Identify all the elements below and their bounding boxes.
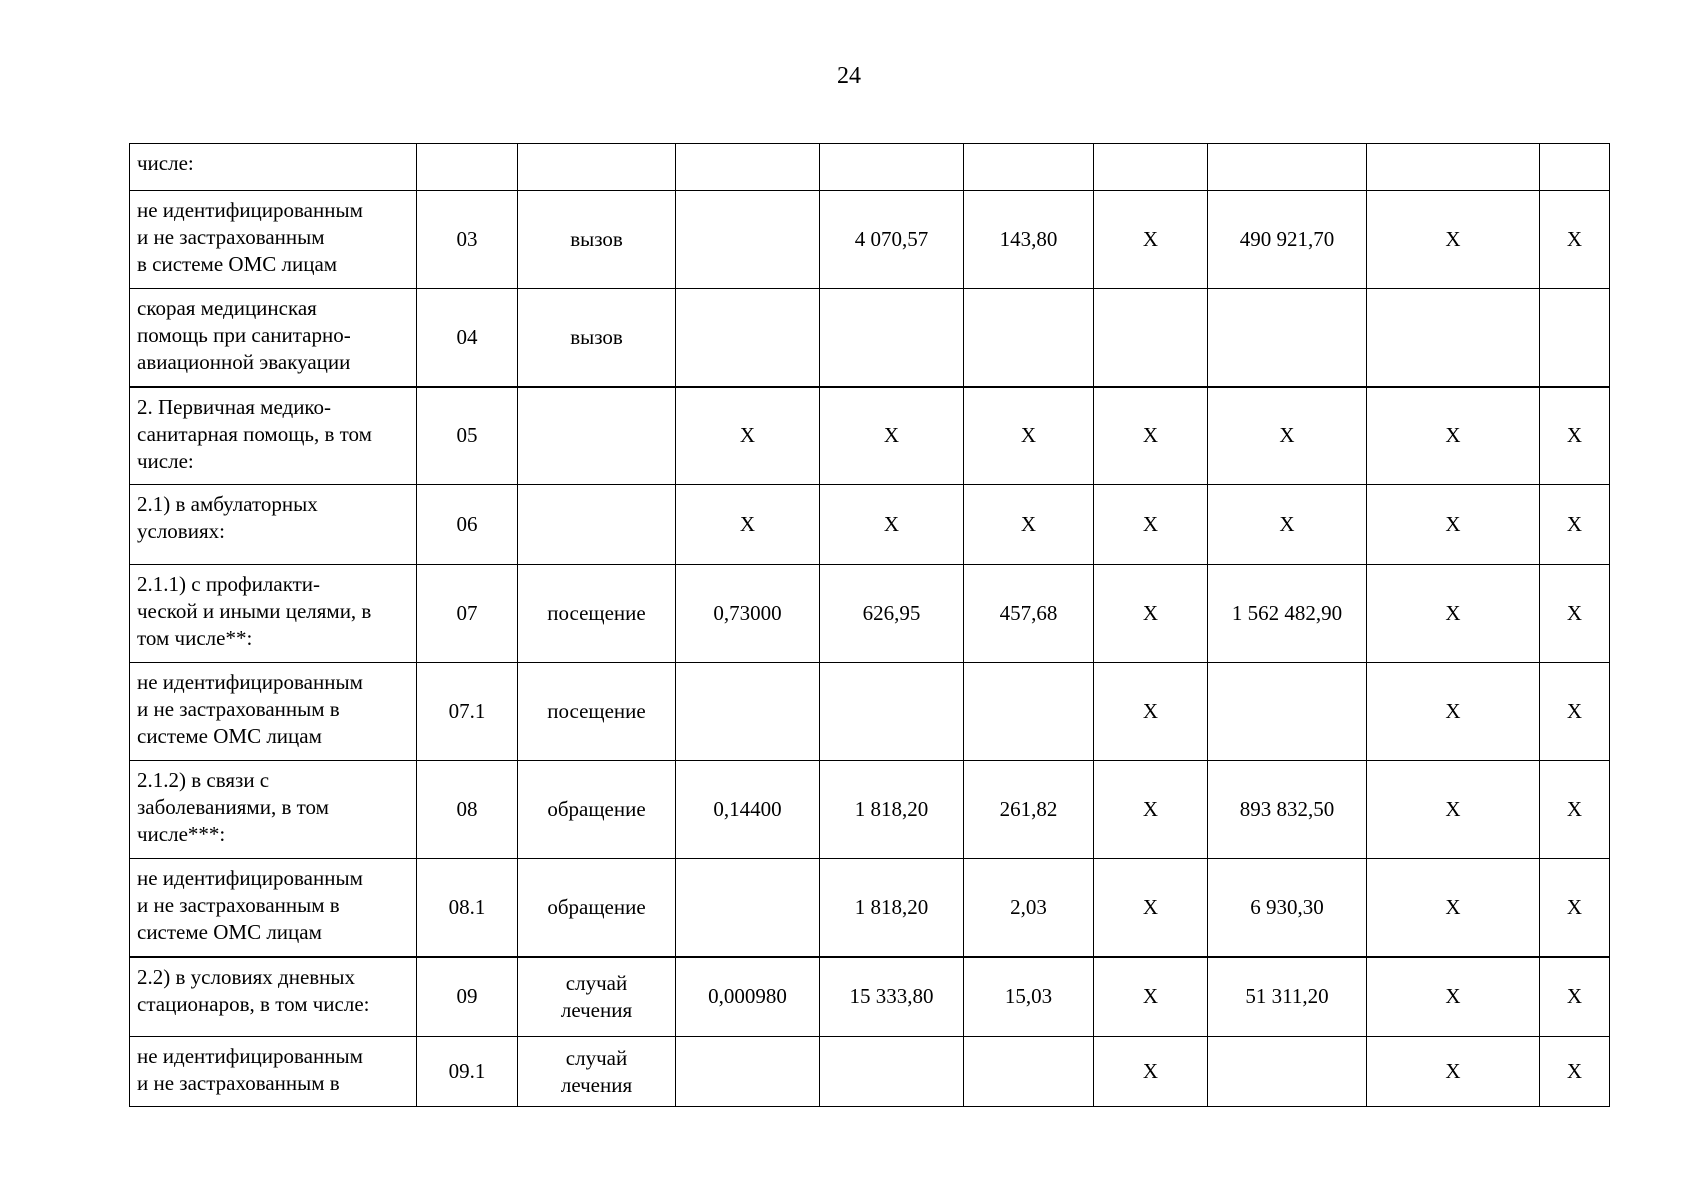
cell-name-line: не идентифицированным bbox=[137, 1044, 363, 1068]
cell-c9: X bbox=[1367, 859, 1540, 957]
cell-c4: 0,000980 bbox=[676, 957, 820, 1037]
cell-c5: 1 818,20 bbox=[820, 761, 964, 859]
cell-name-line: не идентифицированным bbox=[137, 670, 363, 694]
cell-c4: X bbox=[676, 387, 820, 485]
cell-c10 bbox=[1540, 289, 1610, 387]
cell-c9: X bbox=[1367, 761, 1540, 859]
cell-c6 bbox=[964, 289, 1094, 387]
cell-name-line: 2.1) в амбулаторных bbox=[137, 492, 318, 516]
cell-c8 bbox=[1208, 144, 1367, 191]
cell-name-line: ческой и иными целями, в bbox=[137, 599, 372, 623]
cell-c4 bbox=[676, 859, 820, 957]
cell-c4 bbox=[676, 663, 820, 761]
cell-c8 bbox=[1208, 663, 1367, 761]
cell-c7: X bbox=[1094, 1037, 1208, 1107]
cell-c10: X bbox=[1540, 485, 1610, 565]
cell-c9: X bbox=[1367, 485, 1540, 565]
cell-name bbox=[130, 565, 417, 663]
cell-c8: 1 562 482,90 bbox=[1208, 565, 1367, 663]
cell-name-line: и не застрахованным bbox=[137, 225, 325, 249]
cell-name-line: в системе ОМС лицам bbox=[137, 252, 338, 276]
cell-c4: 0,14400 bbox=[676, 761, 820, 859]
cell-c5 bbox=[820, 663, 964, 761]
cell-name bbox=[130, 859, 417, 957]
table-row bbox=[130, 859, 1610, 957]
cell-c10 bbox=[1540, 144, 1610, 191]
cell-name-line: санитарная помощь, в том bbox=[137, 421, 372, 446]
cell-c9: X bbox=[1367, 565, 1540, 663]
table-row bbox=[130, 485, 1610, 565]
cell-c6: X bbox=[964, 387, 1094, 485]
cell-unit bbox=[518, 144, 676, 191]
table-row bbox=[130, 1037, 1610, 1107]
cell-c7: X bbox=[1094, 957, 1208, 1037]
cell-name-line: 2.2) в условиях дневных bbox=[137, 964, 356, 989]
cell-c6: 261,82 bbox=[964, 761, 1094, 859]
cell-unit: обращение bbox=[518, 859, 676, 957]
cell-c7: X bbox=[1094, 485, 1208, 565]
table-row bbox=[130, 565, 1610, 663]
cell-name-line: авиационной эвакуации bbox=[137, 350, 351, 374]
cell-c4 bbox=[676, 191, 820, 289]
cell-c7 bbox=[1094, 289, 1208, 387]
cell-name-line: системе ОМС лицам bbox=[137, 724, 322, 748]
cell-c10: X bbox=[1540, 387, 1610, 485]
cell-c10: X bbox=[1540, 191, 1610, 289]
cell-c8: X bbox=[1208, 387, 1367, 485]
cell-name-line: 2.1.2) в связи с bbox=[137, 768, 270, 792]
cell-name-line: скорая медицинская bbox=[137, 296, 317, 320]
cell-name bbox=[130, 289, 417, 387]
cell-unit: вызов bbox=[518, 289, 676, 387]
cell-c5 bbox=[820, 144, 964, 191]
cell-c9: X bbox=[1367, 387, 1540, 485]
cell-name-line: числе: bbox=[137, 151, 194, 175]
cell-name-line: 2. Первичная медико- bbox=[137, 394, 332, 419]
cell-code: 07 bbox=[417, 565, 518, 663]
cell-name-line: числе***: bbox=[137, 822, 226, 846]
cell-c5: 4 070,57 bbox=[820, 191, 964, 289]
cell-c10: X bbox=[1540, 565, 1610, 663]
cell-c8: 893 832,50 bbox=[1208, 761, 1367, 859]
cell-c9: X bbox=[1367, 957, 1540, 1037]
cell-c5: 15 333,80 bbox=[820, 957, 964, 1037]
cell-c10: X bbox=[1540, 761, 1610, 859]
cell-c5: X bbox=[820, 485, 964, 565]
table-row bbox=[130, 387, 1610, 485]
page-number: 24 bbox=[837, 63, 861, 89]
cell-c6 bbox=[964, 144, 1094, 191]
cell-c8 bbox=[1208, 1037, 1367, 1107]
cell-name-line: не идентифицированным bbox=[137, 866, 363, 890]
cell-c8: X bbox=[1208, 485, 1367, 565]
table-row bbox=[130, 957, 1610, 1037]
cell-name-line: и не застрахованным в bbox=[137, 1071, 340, 1095]
cell-code: 08.1 bbox=[417, 859, 518, 957]
cell-c10: X bbox=[1540, 1037, 1610, 1107]
cell-code: 07.1 bbox=[417, 663, 518, 761]
cell-c4 bbox=[676, 289, 820, 387]
cell-name bbox=[130, 485, 417, 565]
cell-name bbox=[130, 387, 417, 485]
cell-c9 bbox=[1367, 144, 1540, 191]
cell-c4 bbox=[676, 144, 820, 191]
cell-code: 05 bbox=[417, 387, 518, 485]
cell-c5 bbox=[820, 1037, 964, 1107]
cell-code: 03 bbox=[417, 191, 518, 289]
cell-c8: 6 930,30 bbox=[1208, 859, 1367, 957]
cell-name-line: заболеваниями, в том bbox=[137, 795, 329, 819]
table-row bbox=[130, 191, 1610, 289]
cell-c10: X bbox=[1540, 957, 1610, 1037]
cell-c9: X bbox=[1367, 663, 1540, 761]
cell-c5: 1 818,20 bbox=[820, 859, 964, 957]
cell-c7: X bbox=[1094, 859, 1208, 957]
cell-c9 bbox=[1367, 289, 1540, 387]
cell-name-line: помощь при санитарно- bbox=[137, 323, 351, 347]
cell-unit bbox=[518, 387, 676, 485]
cell-name-line: и не застрахованным в bbox=[137, 697, 340, 721]
table-row bbox=[130, 289, 1610, 387]
cell-name-line: условиях: bbox=[137, 519, 225, 543]
cell-c9: X bbox=[1367, 191, 1540, 289]
cell-c5 bbox=[820, 289, 964, 387]
cell-name bbox=[130, 144, 417, 191]
cell-unit: случай лечения bbox=[518, 1037, 676, 1107]
cell-code: 04 bbox=[417, 289, 518, 387]
cell-c7: X bbox=[1094, 565, 1208, 663]
cell-name bbox=[130, 663, 417, 761]
cell-c7 bbox=[1094, 144, 1208, 191]
cell-c7: X bbox=[1094, 191, 1208, 289]
cell-unit: посещение bbox=[518, 565, 676, 663]
cell-c4: 0,73000 bbox=[676, 565, 820, 663]
cell-c5: 626,95 bbox=[820, 565, 964, 663]
cell-unit: случай лечения bbox=[518, 957, 676, 1037]
cell-c6 bbox=[964, 663, 1094, 761]
cell-name-line: стационаров, в том числе: bbox=[137, 991, 370, 1016]
cell-c4 bbox=[676, 1037, 820, 1107]
cell-c7: X bbox=[1094, 387, 1208, 485]
cell-c6 bbox=[964, 1037, 1094, 1107]
cell-c8: 51 311,20 bbox=[1208, 957, 1367, 1037]
cell-c10: X bbox=[1540, 859, 1610, 957]
cell-code: 06 bbox=[417, 485, 518, 565]
table-row bbox=[130, 663, 1610, 761]
cell-c7: X bbox=[1094, 663, 1208, 761]
cell-code: 08 bbox=[417, 761, 518, 859]
cell-name-line: числе: bbox=[137, 448, 194, 473]
cell-c9: X bbox=[1367, 1037, 1540, 1107]
cell-name bbox=[130, 1037, 417, 1107]
cell-c8: 490 921,70 bbox=[1208, 191, 1367, 289]
cell-c6: 2,03 bbox=[964, 859, 1094, 957]
cell-code: 09 bbox=[417, 957, 518, 1037]
cell-c6: X bbox=[964, 485, 1094, 565]
cell-unit: посещение bbox=[518, 663, 676, 761]
cell-name-line: том числе**: bbox=[137, 626, 253, 650]
cell-c4: X bbox=[676, 485, 820, 565]
cell-c6: 457,68 bbox=[964, 565, 1094, 663]
table-row bbox=[130, 144, 1610, 191]
report-table bbox=[129, 143, 1610, 1107]
cell-unit: вызов bbox=[518, 191, 676, 289]
cell-name bbox=[130, 191, 417, 289]
cell-name-line: системе ОМС лицам bbox=[137, 920, 322, 944]
cell-unit bbox=[518, 485, 676, 565]
cell-name bbox=[130, 761, 417, 859]
cell-c8 bbox=[1208, 289, 1367, 387]
cell-c6: 143,80 bbox=[964, 191, 1094, 289]
table-row bbox=[130, 761, 1610, 859]
cell-c5: X bbox=[820, 387, 964, 485]
cell-c10: X bbox=[1540, 663, 1610, 761]
cell-c7: X bbox=[1094, 761, 1208, 859]
cell-code: 09.1 bbox=[417, 1037, 518, 1107]
cell-name bbox=[130, 957, 417, 1037]
report-table-body bbox=[130, 144, 1610, 1107]
cell-name-line: не идентифицированным bbox=[137, 198, 363, 222]
cell-c6: 15,03 bbox=[964, 957, 1094, 1037]
cell-unit: обращение bbox=[518, 761, 676, 859]
cell-code bbox=[417, 144, 518, 191]
cell-name-line: 2.1.1) с профилакти- bbox=[137, 572, 321, 596]
cell-name-line: и не застрахованным в bbox=[137, 893, 340, 917]
